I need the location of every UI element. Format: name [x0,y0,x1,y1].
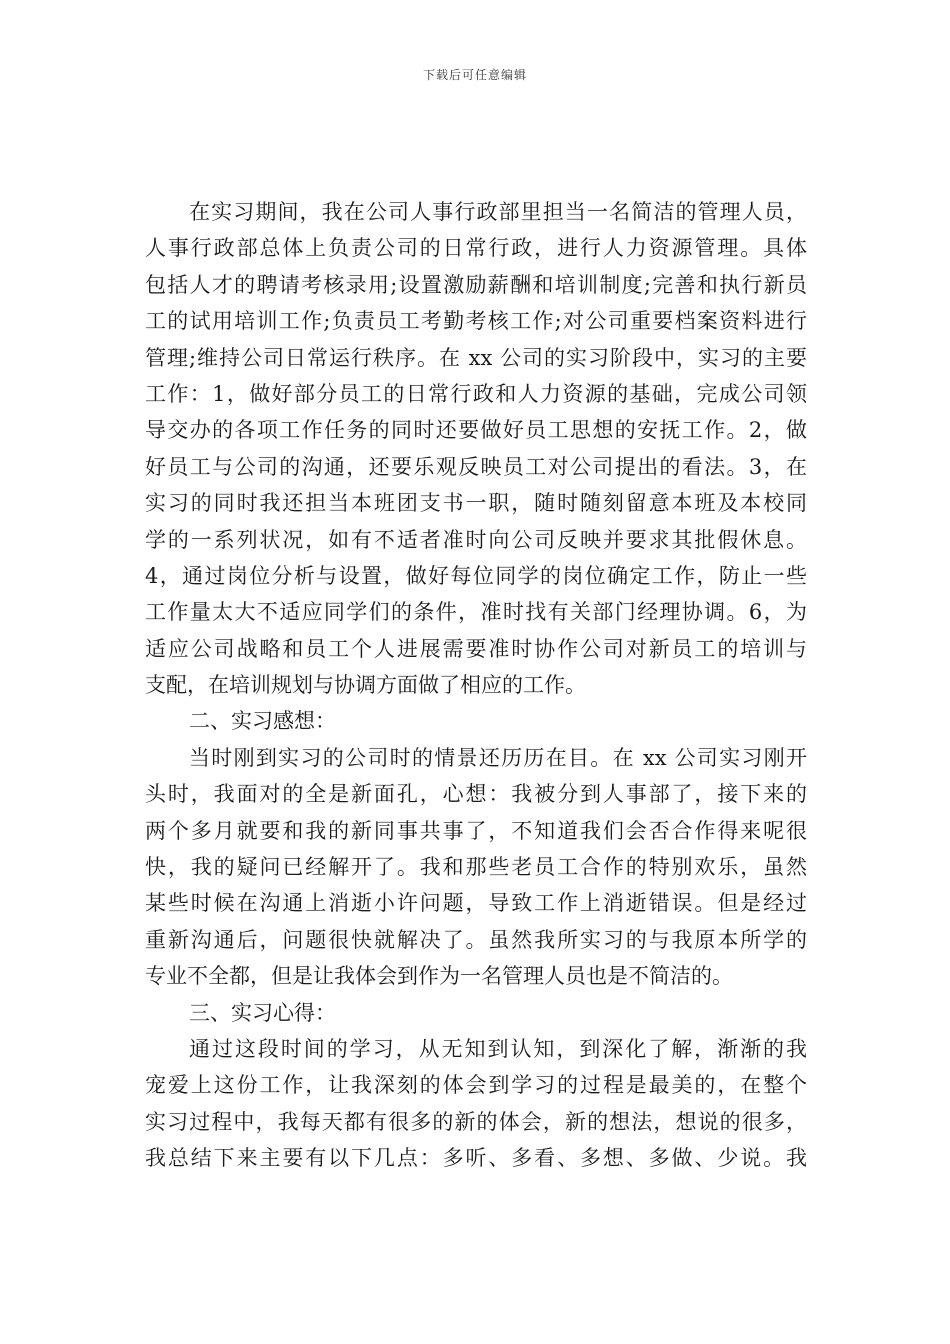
text-line: 某些时候在沟通上消逝小许问题，导致工作上消逝错误。但是经过 [145,891,807,916]
text-line: 4，通过岗位分析与设置，做好每位同学的岗位确定工作，防止一些 [145,563,807,588]
text-line: 重新沟通后，问题很快就解决了。虽然我所实习的与我原本所学的 [145,927,807,952]
document-body [145,194,807,1177]
text-line: 头时，我面对的全是新面孔，心想：我被分到人事部了，接下来的 [145,782,807,807]
text-line: 实习的同时我还担当本班团支书一职，随时随刻留意本班及本校同 [145,491,807,516]
text-line: 适应公司战略和员工个人进展需要准时协作公司对新员工的培训与 [145,636,807,661]
text-line: 学的一系列状况，如有不适者准时向公司反映并要求其批假休息。 [145,527,807,552]
text-line: 我总结下来主要有以下几点：多听、多看、多想、多做、少说。我 [145,1146,807,1171]
text-line: 二、实习感想： [189,709,336,734]
text-line: 包括人才的聘请考核录用;设置激励薪酬和培训制度;完善和执行新员 [145,272,807,297]
text-line: 在实习期间，我在公司人事行政部里担当一名简洁的管理人员， [189,200,807,224]
text-line: 人事行政部总体上负责公司的日常行政，进行人力资源管理。具体 [145,236,807,261]
text-line: 当时刚到实习的公司时的情景还历历在目。在 xx 公司实习刚开 [189,745,807,770]
text-line: 导交办的各项工作任务的同时还要做好员工思想的安抚工作。2，做 [145,418,807,443]
text-line: 通过这段时间的学习，从无知到认知，到深化了解，渐渐的我 [189,1036,807,1061]
page-header: 下载后可任意编辑 [422,68,527,82]
text-line: 宠爱上这份工作，让我深刻的体会到学习的过程是最美的，在整个 [145,1073,807,1098]
text-line: 专业不全都，但是让我体会到作为一名管理人员也是不简洁的。 [145,964,733,989]
text-line: 两个多月就要和我的新同事共事了，不知道我们会否合作得来呢很 [145,818,807,843]
text-line: 工作量太大不适应同学们的条件，准时找有关部门经理协调。6，为 [145,600,807,625]
text-line: 工作：1，做好部分员工的日常行政和人力资源的基础，完成公司领 [145,381,807,406]
text-line: 好员工与公司的沟通，还要乐观反映员工对公司提出的看法。3，在 [145,454,807,479]
text-line: 快，我的疑问已经解开了。我和那些老员工合作的特别欢乐，虽然 [145,855,807,880]
text-line: 支配，在培训规划与协调方面做了相应的工作。 [145,673,586,698]
text-line: 实习过程中，我每天都有很多的新的体会，新的想法，想说的很多， [145,1109,807,1134]
text-line: 工的试用培训工作;负责员工考勤考核工作;对公司重要档案资料进行 [145,309,807,334]
text-line: 三、实习心得： [189,1000,336,1025]
text-line: 管理;维持公司日常运行秩序。在 xx 公司的实习阶段中，实习的主要 [145,345,807,370]
